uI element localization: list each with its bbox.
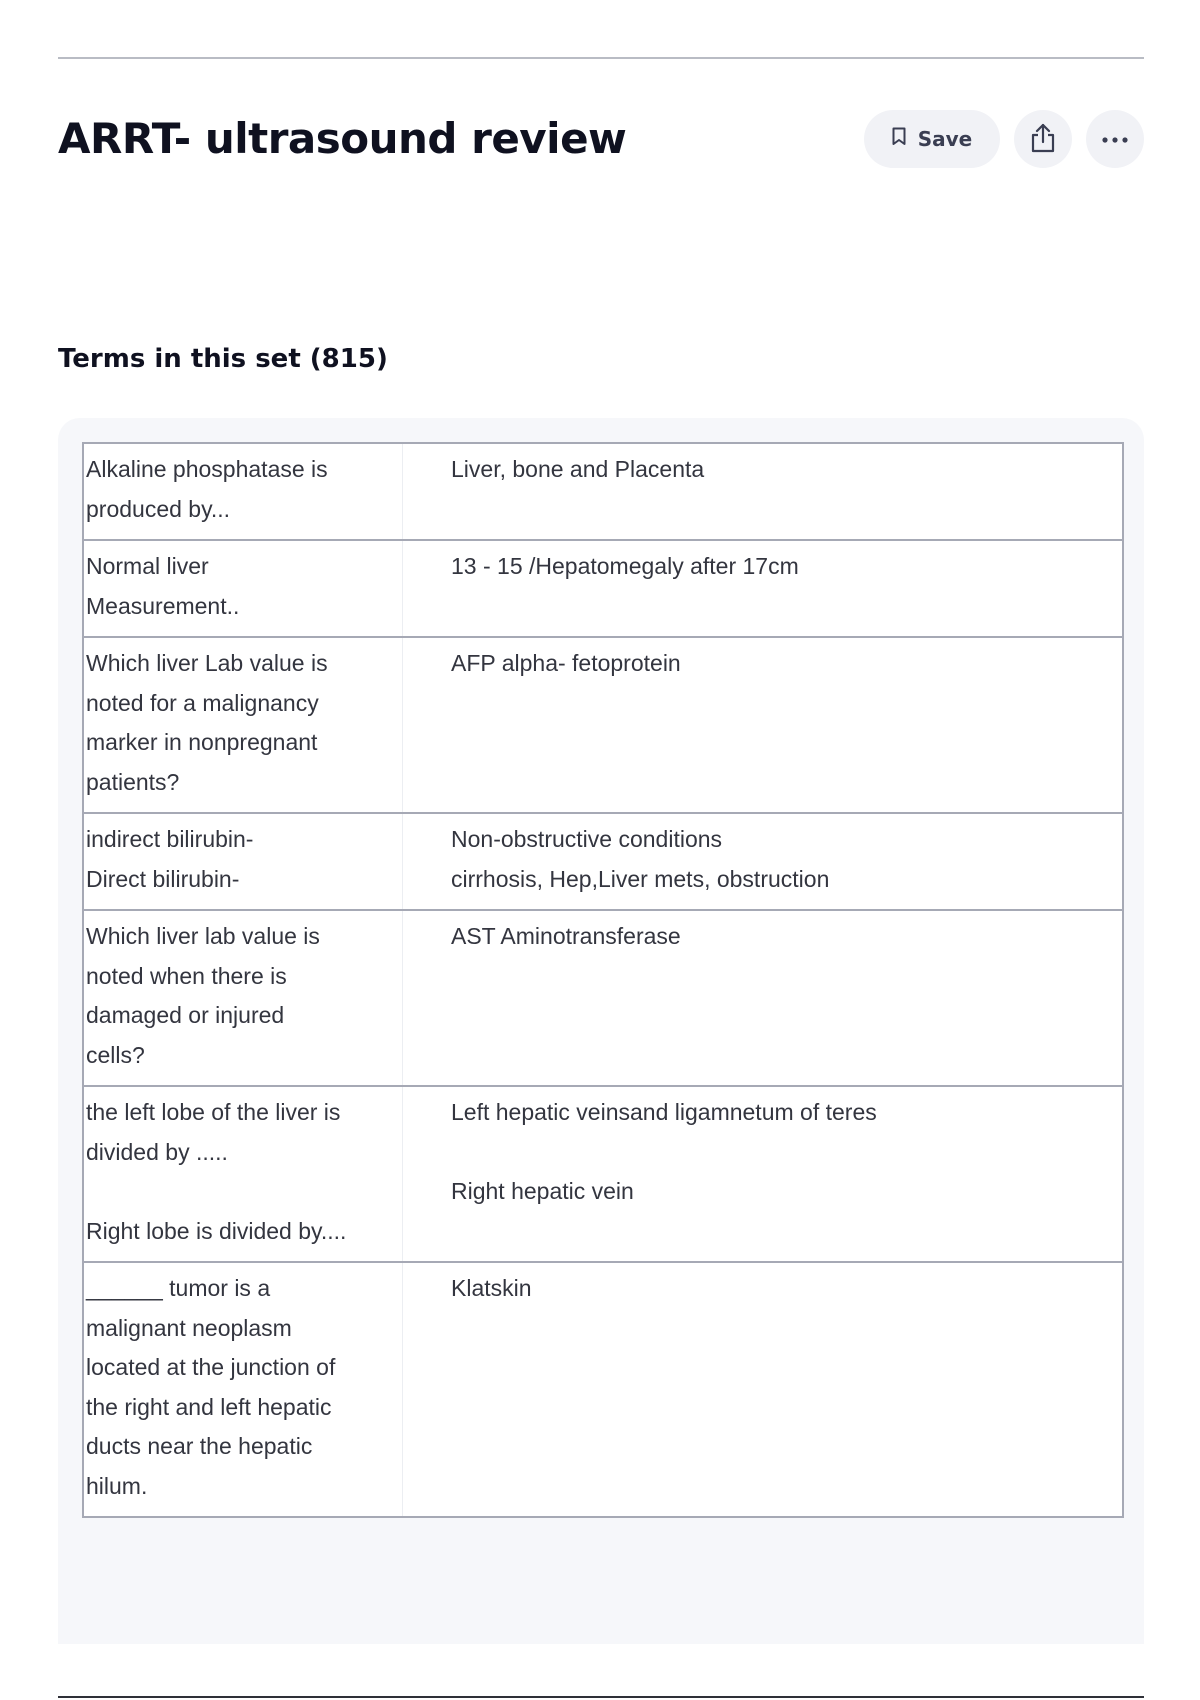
term-cell: Which liver lab value is noted when there is damaged or injured cells?	[84, 911, 403, 1085]
terms-table	[82, 442, 1124, 1518]
definition-cell: Non-obstructive conditions cirrhosis, Hep,Liver mets, obstruction	[451, 826, 830, 892]
table-row	[84, 909, 1122, 1085]
share-button[interactable]	[1014, 110, 1072, 168]
term-cell: Which liver Lab value is noted for a malignancy marker in nonpregnant patients?	[84, 638, 403, 812]
top-divider	[58, 57, 1144, 59]
term-cell: the left lobe of the liver is divided by ..... Right lobe is divided by....	[84, 1087, 403, 1261]
header-actions	[864, 109, 1144, 169]
definition-cell: AST Aminotransferase	[451, 923, 681, 949]
bookmark-icon	[892, 127, 906, 151]
terms-heading: Terms in this set (815)	[58, 344, 388, 374]
definition-cell: Left hepatic veinsand ligamnetum of teres Right hepatic vein	[451, 1099, 877, 1204]
term-cell: ______ tumor is a malignant neoplasm located at the junction of the right and left hepatic ducts near the hepatic hilum.	[84, 1263, 403, 1516]
set-header	[58, 108, 1144, 176]
definition-cell: 13 - 15 /Hepatomegaly after 17cm	[451, 553, 799, 579]
more-options-button[interactable]	[1086, 110, 1144, 168]
table-row	[84, 444, 1122, 539]
table-row	[84, 812, 1122, 909]
save-label: Save	[917, 127, 973, 151]
table-row	[84, 1085, 1122, 1261]
definition-cell: Klatskin	[451, 1275, 532, 1301]
save-button[interactable]	[864, 110, 1000, 168]
table-row	[84, 1261, 1122, 1516]
definition-cell: Liver, bone and Placenta	[451, 456, 705, 482]
term-cell: indirect bilirubin- Direct bilirubin-	[84, 814, 403, 909]
terms-card	[58, 418, 1144, 1644]
table-row	[84, 636, 1122, 812]
page-title: ARRT- ultrasound review	[58, 114, 627, 163]
share-icon	[1030, 123, 1056, 156]
more-options-icon	[1101, 132, 1129, 147]
term-cell: Alkaline phosphatase is produced by...	[84, 444, 403, 539]
term-cell: Normal liver Measurement..	[84, 541, 403, 636]
bottom-divider	[58, 1696, 1144, 1698]
table-row	[84, 539, 1122, 636]
definition-cell: AFP alpha- fetoprotein	[451, 650, 681, 676]
